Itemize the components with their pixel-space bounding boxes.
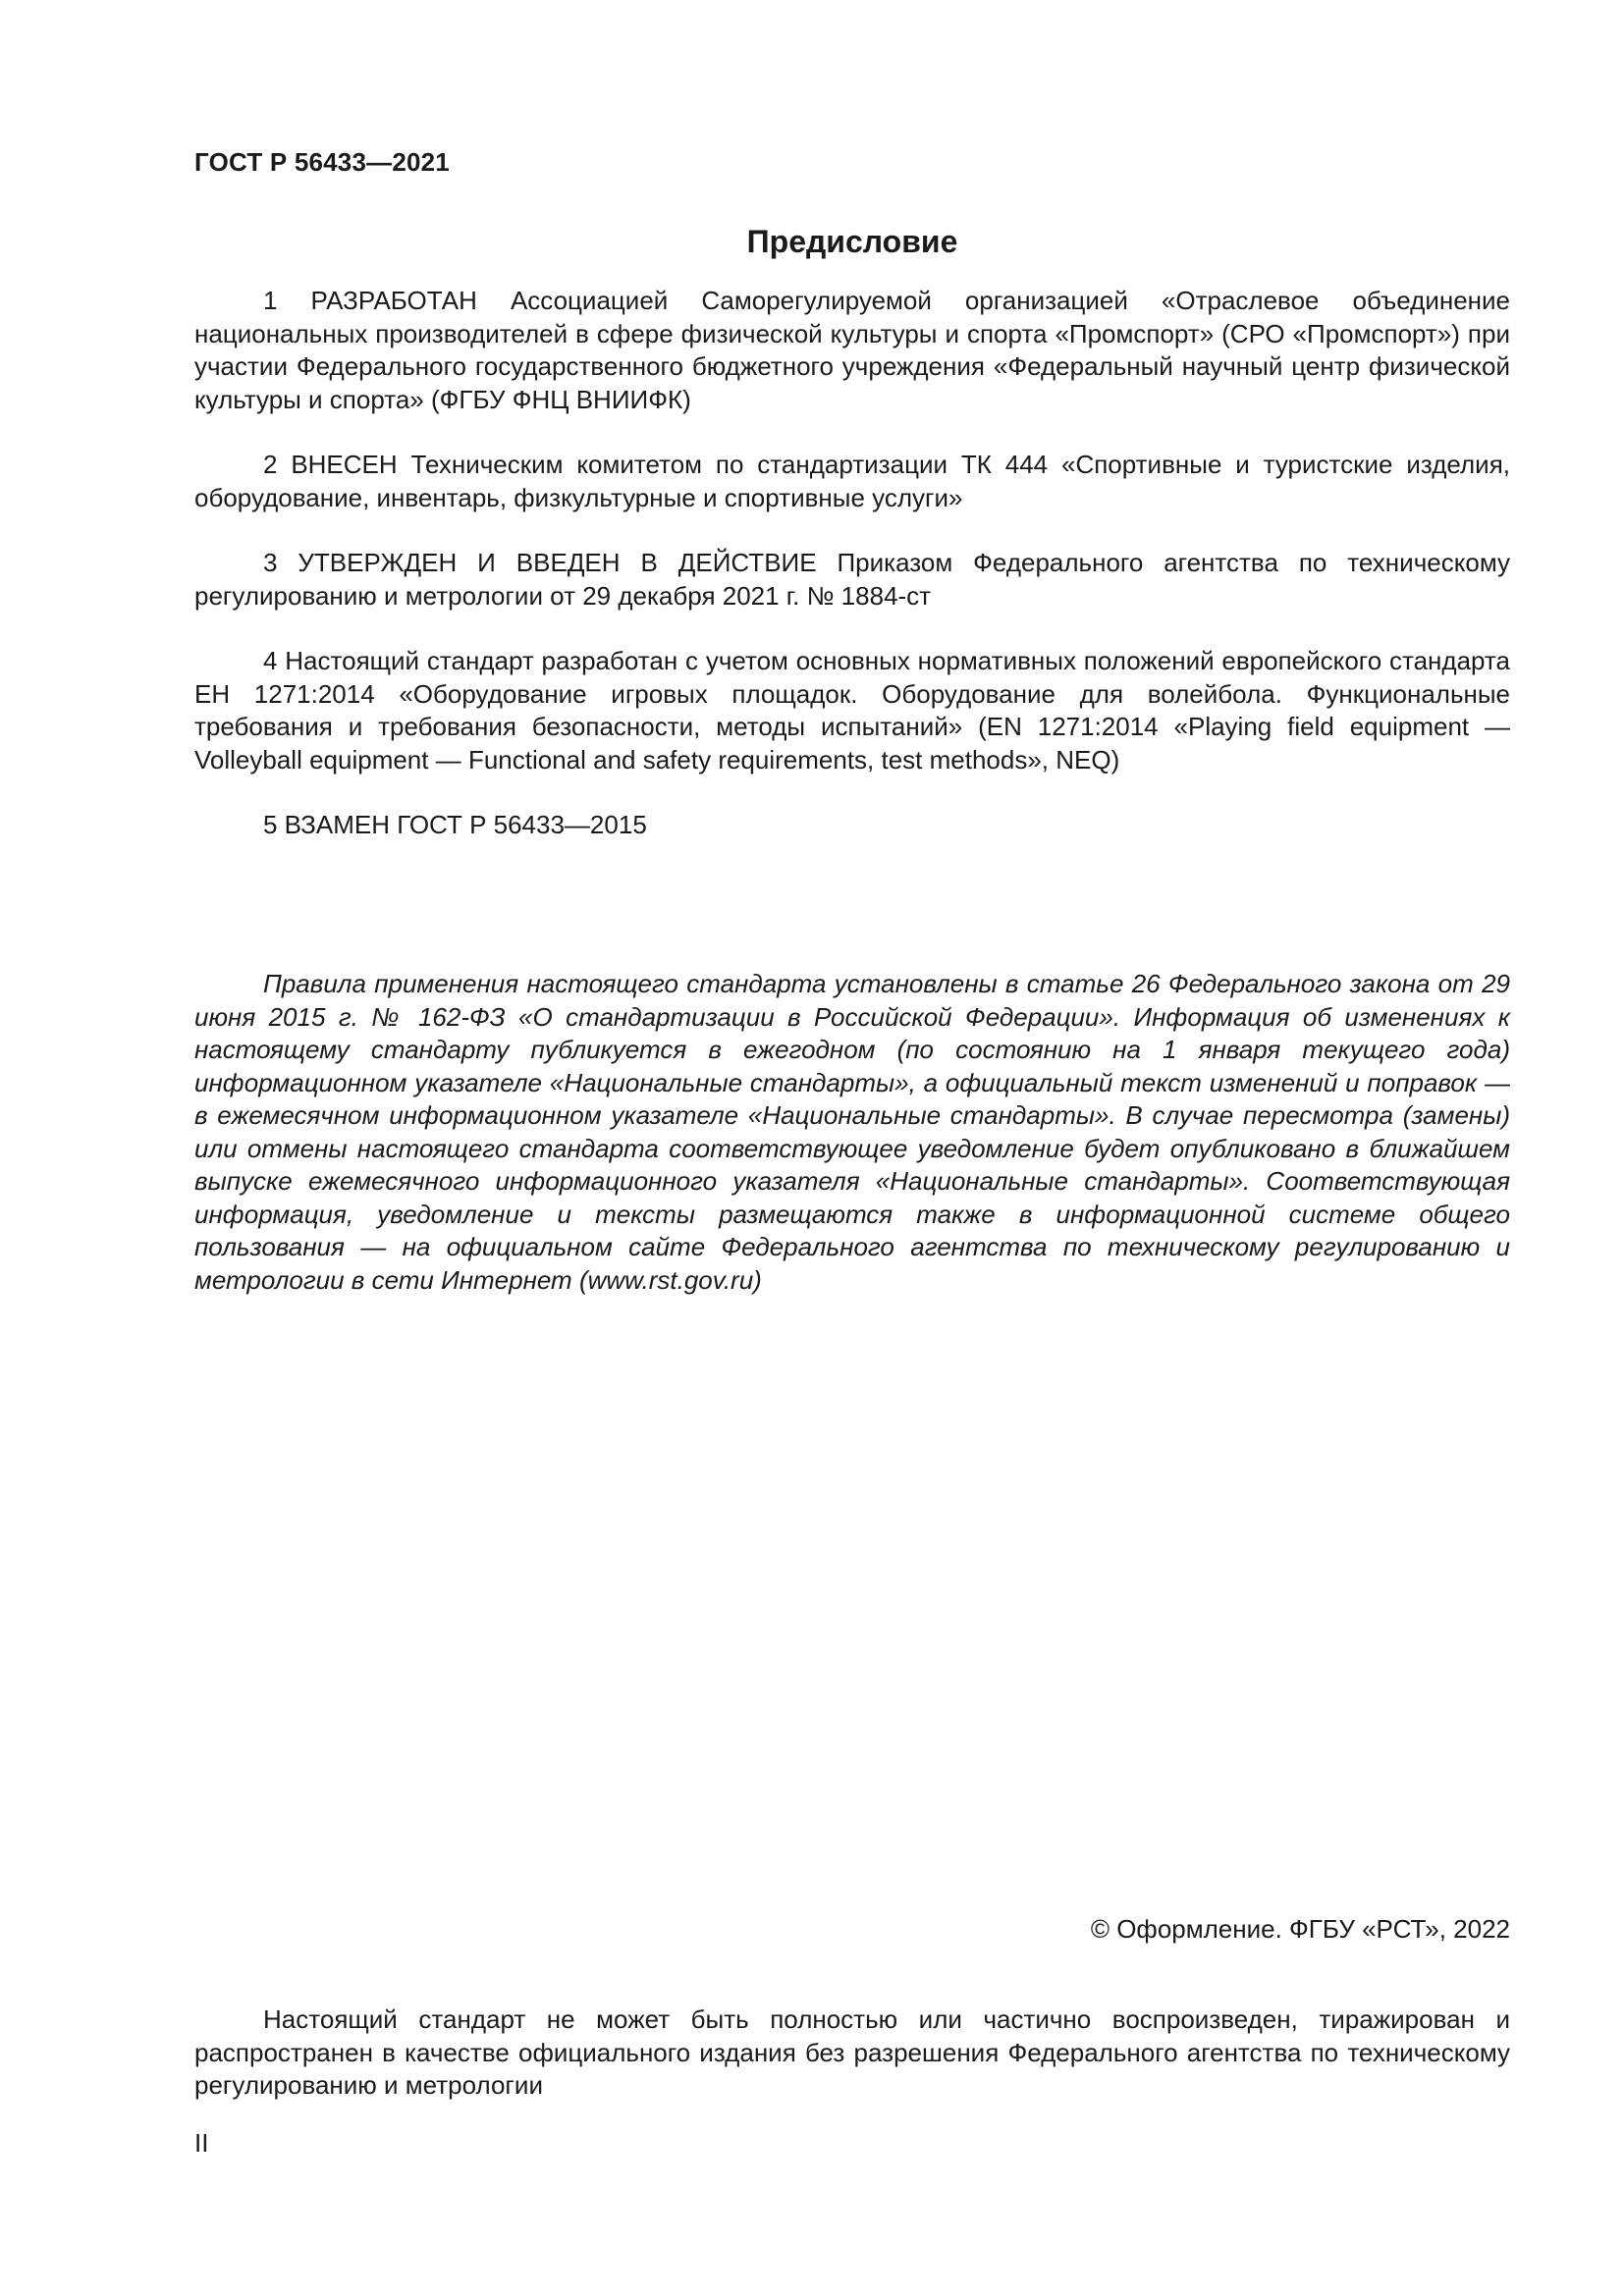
document-code: ГОСТ Р 56433—2021	[194, 147, 450, 177]
page-number: II	[194, 2128, 209, 2158]
application-rules-notice: Правила применения настоящего стандарта установлены в статье 26 Федерального закона от 29 июня 2015 г. № 162-ФЗ «О стандартизации в Российской Федерации». Информация об изменениях к настоящему стандарту публикуется в ежегодном (по состоянию на 1 января текущего года) информационном указателе «Национальные стандарты», а официальный текст изменений и поправок — в ежемесячном информационном указателе «Национальные стандарты». В случае пересмотра (замены) или отмены настоящего стандарта соответствующее уведомление будет опубликовано в ближайшем выпуске ежемесячного информационного указателя «Национальные стандарты». Соответствующая информация, уведомление и тексты размещаются также в информационной системе общего пользования — на официальном сайте Федерального агентства по техническому регулированию и метрологии в сети Интернет (www.rst.gov.ru)	[194, 969, 1510, 1295]
foreword-item-approved: 3 УТВЕРЖДЕН И ВВЕДЕН В ДЕЙСТВИЕ Приказом Федерального агентства по техническому регулированию и метрологии от 29 декабря 2021 г. № 1884-ст	[194, 548, 1510, 611]
foreword-title: Предисловие	[746, 224, 958, 259]
reproduction-notice: Настоящий стандарт не может быть полностью или частично воспроизведен, тиражирован и распространен в качестве официального издания без разрешения Федерального агентства по техническому регулированию и метрологии	[194, 2004, 1510, 2100]
foreword-item-replaces: 5 ВЗАМЕН ГОСТ Р 56433—2015	[263, 810, 647, 839]
copyright-line: © Оформление. ФГБУ «РСТ», 2022	[1090, 1914, 1510, 1944]
foreword-item-developed: 1 РАЗРАБОТАН Ассоциацией Саморегулируемой организацией «Отраслевое объединение национальных производителей в сфере физической культуры и спорта «Промспорт» (СРО «Промспорт») при участии Федерального государственного бюджетного учреждения «Федеральный научный центр физической культуры и спорта» (ФГБУ ФНЦ ВНИИФК)	[194, 286, 1510, 414]
foreword-item-basis: 4 Настоящий стандарт разработан с учетом основных нормативных положений европейского стандарта ЕН 1271:2014 «Оборудование игровых площадок. Оборудование для волейбола. Функциональные требования и требования безопасности, методы испытаний» (EN 1271:2014 «Playing field equipment — Volleyball equipment — Functional and safety requirements, test methods», NEQ)	[194, 646, 1510, 774]
foreword-item-submitted: 2 ВНЕСЕН Техническим комитетом по стандартизации ТК 444 «Спортивные и туристские изделия, оборудование, инвентарь, физкультурные и спортивные услуги»	[194, 450, 1510, 512]
foreword-items	[194, 285, 1510, 875]
